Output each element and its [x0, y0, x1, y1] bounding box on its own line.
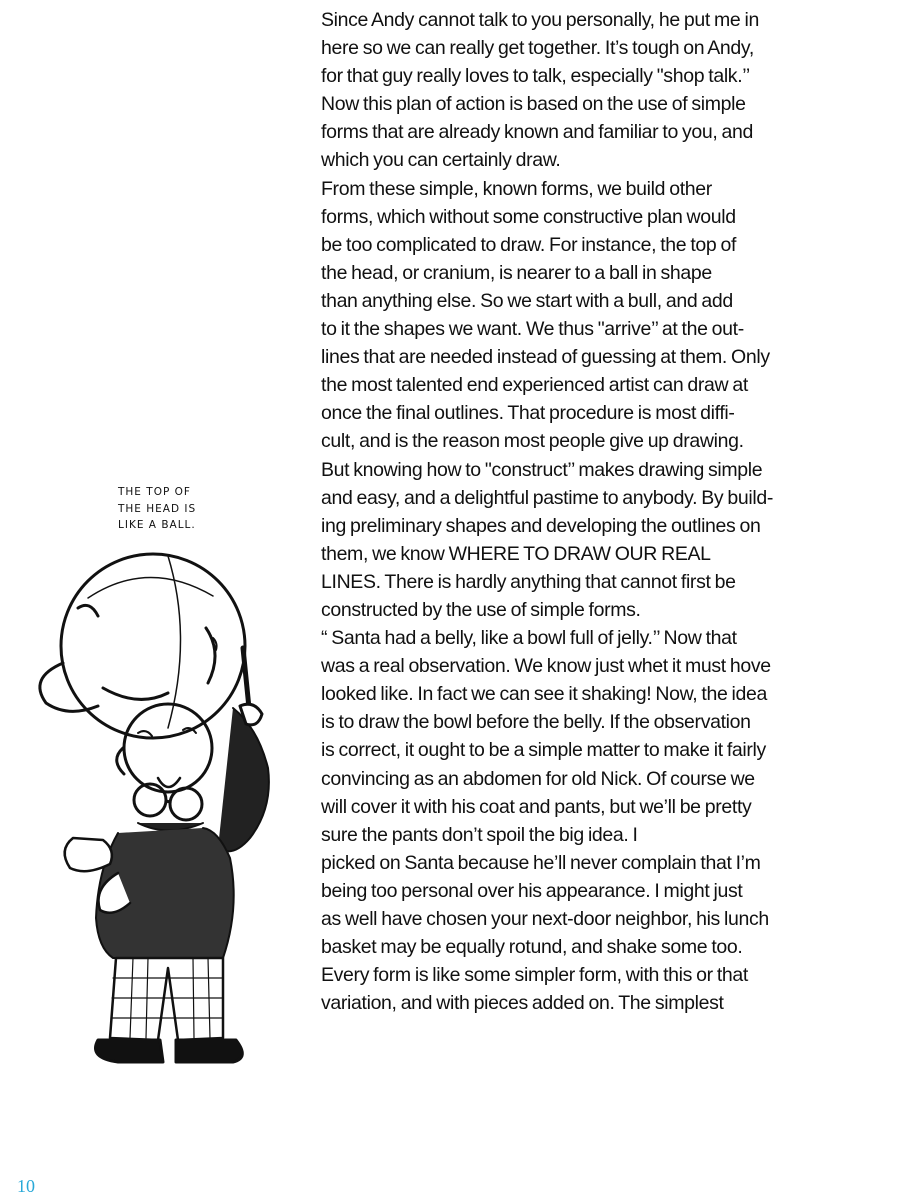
text-line: LINES. There is hardly anything that cannot first be: [321, 570, 736, 593]
caption-line: THE TOP OF: [118, 486, 191, 498]
text-line: and easy, and a delightful pastime to anybody. By build-: [321, 486, 773, 509]
caption-line: THE HEAD IS: [118, 502, 197, 515]
paragraph: [321, 6, 863, 175]
text-line: will cover it with his coat and pants, but we’ll be pretty: [321, 795, 752, 818]
text-line: which you can certainly draw.: [321, 149, 561, 172]
text-line: to it the shapes we want. We thus "arrive’’ at the out-: [321, 318, 744, 341]
text-line: lines that are needed instead of guessing at them. Only: [321, 346, 770, 369]
text-line: ing preliminary shapes and developing the outlines on: [321, 514, 761, 537]
text-line: is to draw the bowl before the belly. If the observation: [321, 711, 751, 734]
text-line: is correct, it ought to be a simple matter to make it fairly: [321, 739, 766, 762]
text-line: the most talented end experienced artist can draw at: [321, 374, 748, 397]
text-line: here so we can really get together. It’s tough on Andy,: [321, 37, 754, 60]
caption-line: LIKE A BALL.: [118, 519, 196, 531]
text-line: Now this plan of action is based on the use of simple: [321, 93, 746, 116]
text-line: constructed by the use of simple forms.: [321, 598, 641, 621]
text-line: was a real observation. We know just whet it must hove: [321, 655, 771, 678]
text-line: sure the pants don’t spoil the big idea. I: [321, 823, 638, 846]
text-line: than anything else. So we start with a bull, and add: [321, 289, 733, 312]
illustration-caption: [118, 484, 228, 534]
text-line: From these simple, known forms, we build other: [321, 177, 712, 200]
text-line: picked on Santa because he’ll never complain that I’m: [321, 851, 761, 874]
text-line: Every form is like some simpler form, with this or that: [321, 964, 748, 987]
text-line: them, we know WHERE TO DRAW OUR REAL: [321, 542, 711, 565]
text-line: be too complicated to draw. For instance, the top of: [321, 233, 737, 256]
page-number: 10: [17, 1176, 35, 1196]
text-line: looked like. In fact we can see it shaking! Now, the idea: [321, 683, 767, 706]
text-line: forms, which without some constructive plan would: [321, 205, 736, 228]
text-line: being too personal over his appearance. I might just: [321, 879, 743, 902]
text-line: But knowing how to "construct’’ makes drawing simple: [321, 458, 763, 481]
text-line: variation, and with pieces added on. The simplest: [321, 992, 724, 1015]
text-line: convincing as an abdomen for old Nick. Of course we: [321, 767, 755, 790]
paragraph: [321, 624, 863, 849]
body-text: [321, 6, 863, 1017]
text-line: forms that are already known and familiar to you, and: [321, 121, 754, 144]
text-line: as well have chosen your next-door neighbor, his lunch: [321, 908, 769, 930]
paragraph: [321, 175, 863, 456]
text-line: cult, and is the reason most people give up drawing.: [321, 430, 744, 453]
paragraph: [321, 456, 863, 625]
cartoon-illustration: [18, 478, 308, 1070]
text-line: Since Andy cannot talk to you personally, he put me in: [321, 9, 759, 31]
text-line: once the final outlines. That procedure is most diffi-: [321, 402, 735, 425]
text-line: basket may be equally rotund, and shake some too.: [321, 936, 743, 959]
text-line: the head, or cranium, is nearer to a ball in shape: [321, 261, 712, 284]
text-line: “ Santa had a belly, like a bowl full of jelly.’’ Now that: [321, 627, 737, 650]
paragraph: [321, 849, 863, 1018]
text-line: for that guy really loves to talk, especially "shop talk.’’: [321, 65, 750, 88]
